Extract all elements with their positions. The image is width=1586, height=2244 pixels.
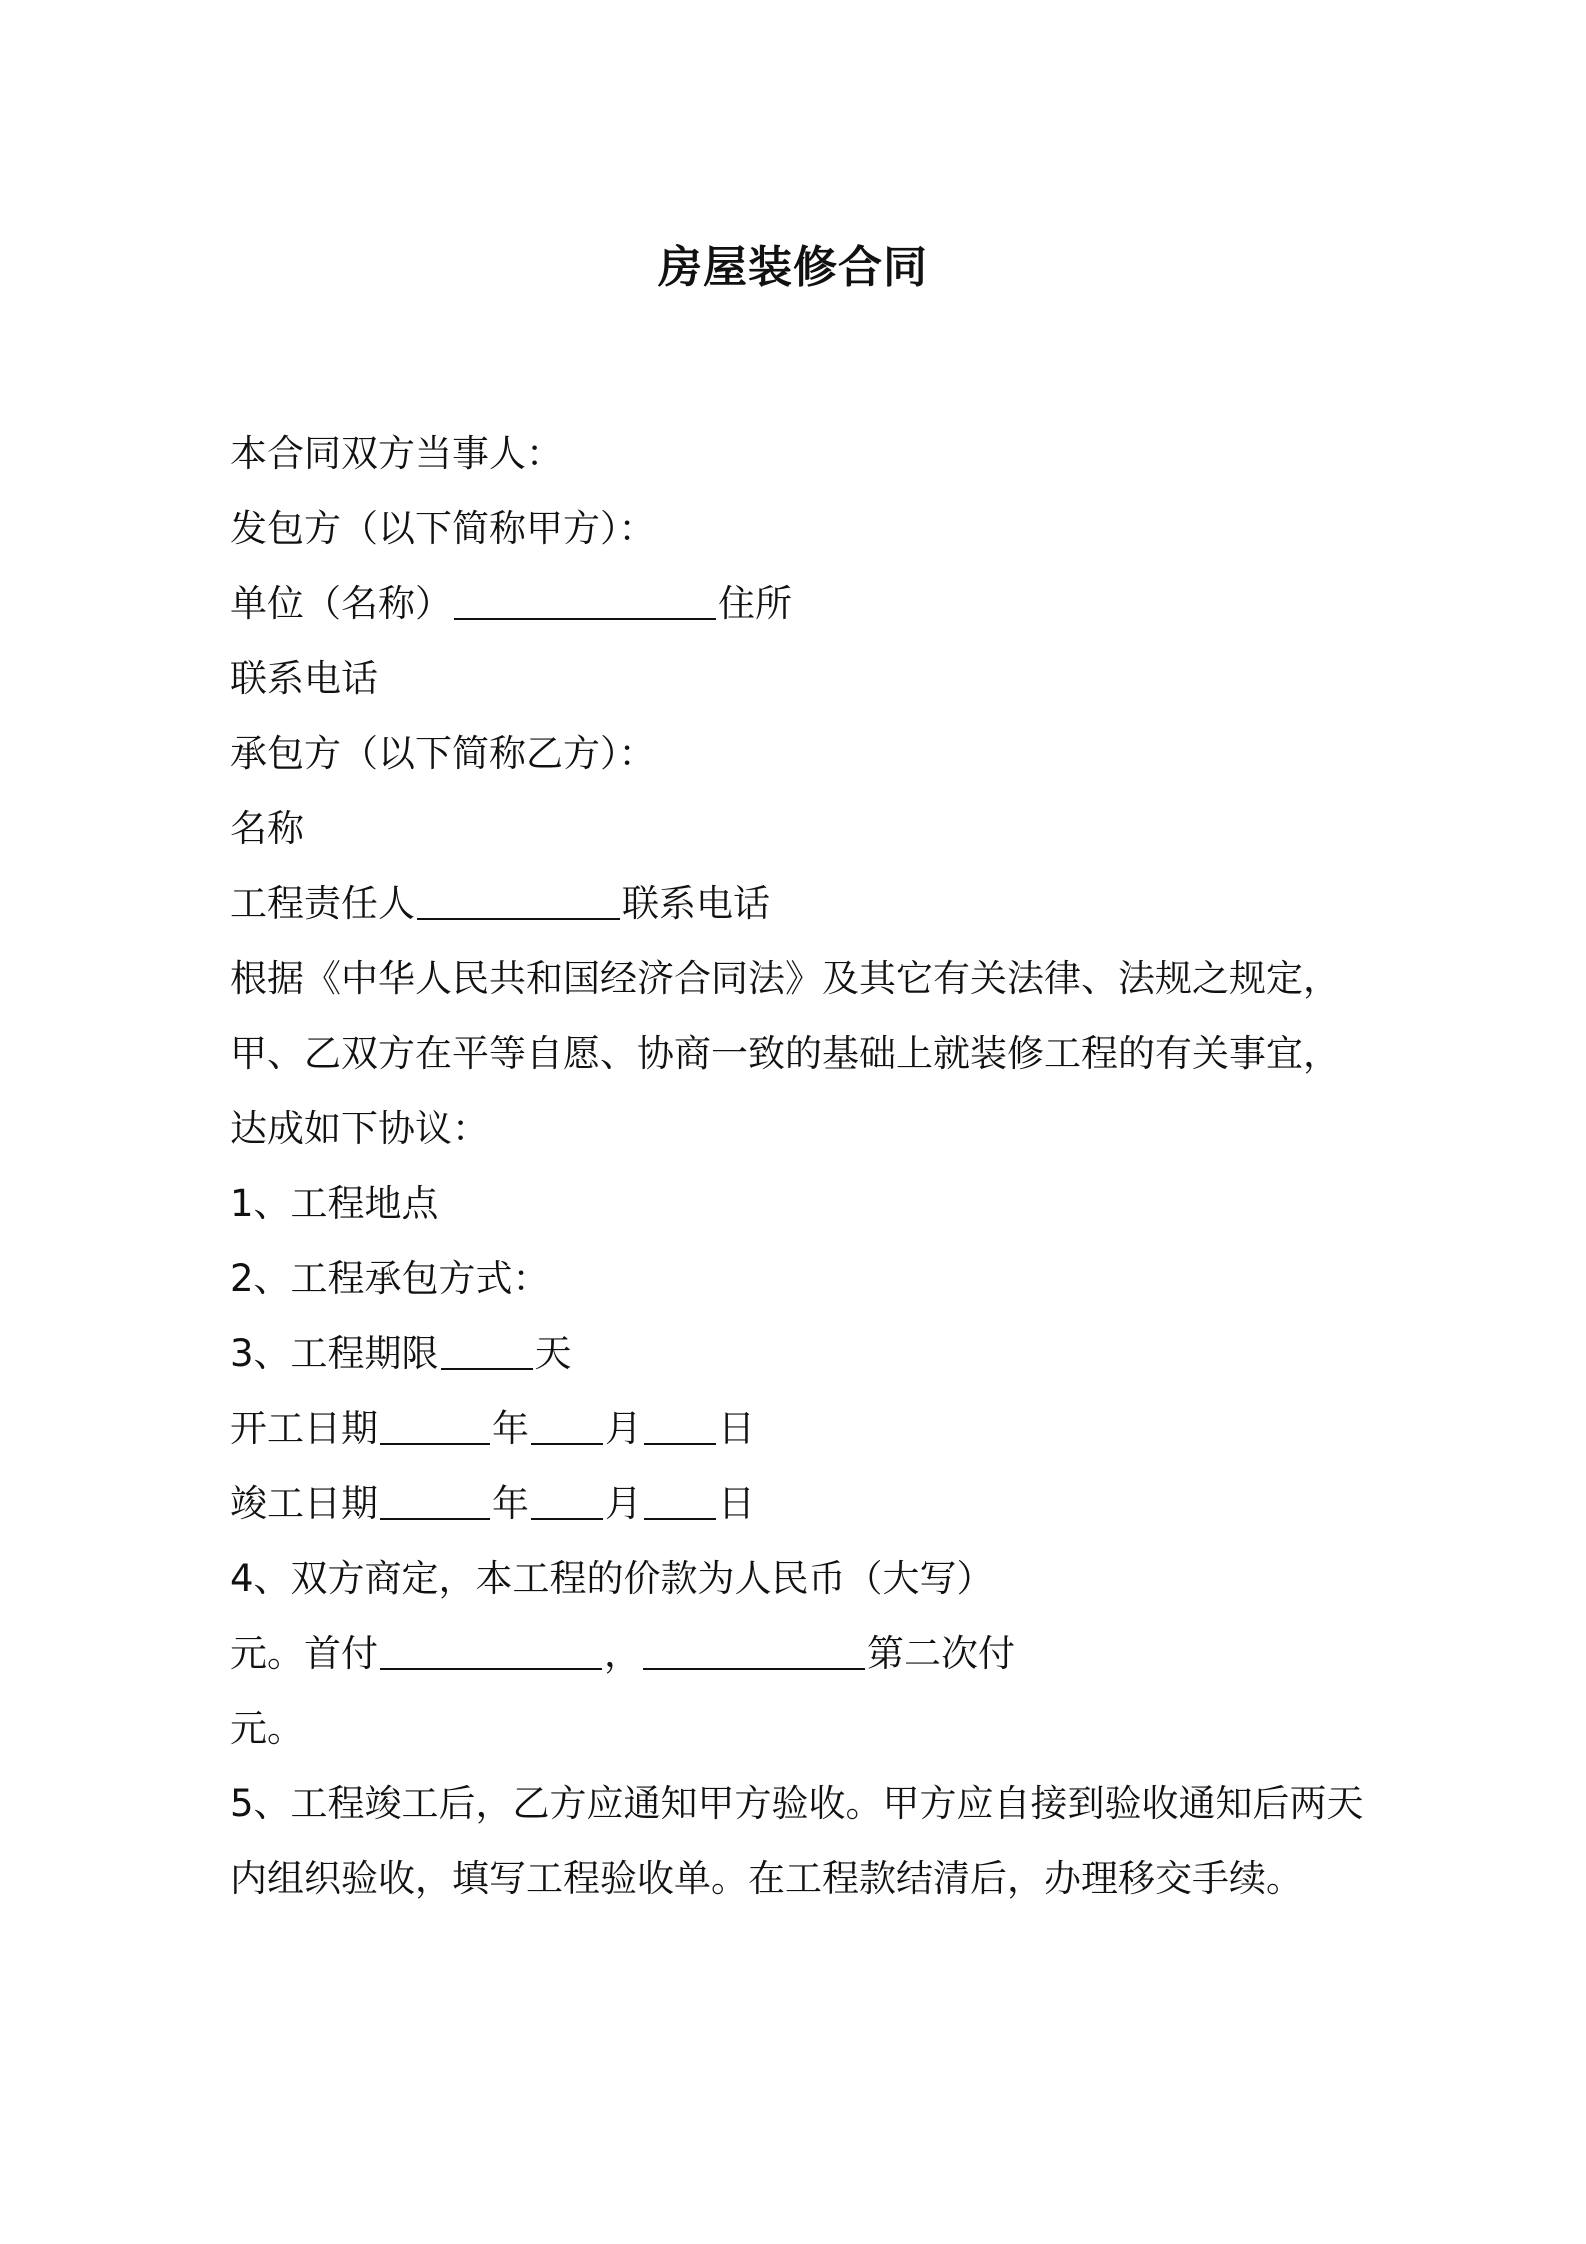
first-payment-blank[interactable] — [380, 1628, 602, 1670]
end-year-blank[interactable] — [380, 1478, 490, 1520]
preamble-text-3: 达成如下协议： — [230, 1107, 489, 1150]
payment-line — [230, 1626, 1400, 1701]
clause-4-text: 4、双方商定，本工程的价款为人民币（大写） — [230, 1557, 994, 1600]
responsible-person-label: 工程责任人 — [230, 882, 415, 925]
preamble-line-1 — [230, 951, 1400, 1026]
payment-comma: ， — [604, 1632, 641, 1675]
start-day-unit: 日 — [718, 1407, 755, 1450]
clause-2-text: 2、工程承包方式： — [230, 1257, 550, 1300]
party-b-name-label: 名称 — [230, 807, 304, 850]
party-b-name-line — [230, 801, 1400, 876]
first-payment-label: 元。首付 — [230, 1632, 378, 1675]
payment-blank-2[interactable] — [643, 1628, 865, 1670]
start-month-unit: 月 — [605, 1407, 642, 1450]
start-date-line — [230, 1401, 1400, 1476]
preamble-line-3 — [230, 1101, 1400, 1176]
responsible-person-blank[interactable] — [417, 878, 620, 920]
parties-heading-text: 本合同双方当事人： — [230, 432, 563, 475]
second-payment-label: 第二次付 — [867, 1632, 1015, 1675]
start-year-unit: 年 — [492, 1407, 529, 1450]
clause-5-text-1: 5、工程竣工后，乙方应通知甲方验收。甲方应自接到验收通知后两天 — [230, 1782, 1364, 1825]
party-a-unit-line — [230, 576, 1400, 651]
end-day-blank[interactable] — [644, 1478, 716, 1520]
party-a-phone-line — [230, 651, 1400, 726]
preamble-line-2 — [230, 1026, 1400, 1101]
party-a-heading-text: 发包方（以下简称甲方）： — [230, 507, 656, 550]
days-unit: 天 — [534, 1332, 572, 1375]
preamble-text-2: 甲、乙双方在平等自愿、协商一致的基础上就装修工程的有关事宜， — [230, 1032, 1340, 1075]
clause-5-line-2 — [230, 1851, 1400, 1926]
party-b-phone-label: 联系电话 — [622, 882, 770, 925]
clause-4-price — [230, 1551, 1400, 1626]
start-day-blank[interactable] — [644, 1403, 716, 1445]
clause-3-duration — [230, 1326, 1400, 1401]
unit-name-blank[interactable] — [454, 578, 716, 620]
party-a-heading — [230, 501, 1400, 576]
clause-2-method — [230, 1251, 1400, 1326]
address-label: 住所 — [718, 582, 792, 625]
clause-1-text: 1、工程地点 — [230, 1182, 439, 1225]
end-year-unit: 年 — [492, 1482, 529, 1525]
unit-name-label: 单位（名称） — [230, 582, 452, 625]
document-title: 房屋装修合同 — [658, 242, 928, 293]
end-date-line — [230, 1476, 1400, 1551]
duration-label: 3、工程期限 — [230, 1332, 439, 1375]
party-a-phone-label: 联系电话 — [230, 657, 378, 700]
payment-unit-text: 元。 — [230, 1707, 304, 1750]
party-b-responsible-line — [230, 876, 1400, 951]
clause-1-location — [230, 1176, 1400, 1251]
payment-unit-line — [230, 1701, 1400, 1776]
preamble-text-1: 根据《中华人民共和国经济合同法》及其它有关法律、法规之规定， — [230, 957, 1340, 1000]
start-year-blank[interactable] — [380, 1403, 490, 1445]
end-month-unit: 月 — [605, 1482, 642, 1525]
clause-5-text-2: 内组织验收，填写工程验收单。在工程款结清后，办理移交手续。 — [230, 1857, 1303, 1900]
party-b-heading-text: 承包方（以下简称乙方）： — [230, 732, 656, 775]
end-day-unit: 日 — [718, 1482, 755, 1525]
contract-body — [230, 426, 1400, 1926]
duration-days-blank[interactable] — [441, 1328, 533, 1370]
clause-5-line-1 — [230, 1776, 1400, 1851]
parties-heading — [230, 426, 1400, 501]
end-month-blank[interactable] — [531, 1478, 603, 1520]
start-month-blank[interactable] — [531, 1403, 603, 1445]
start-date-label: 开工日期 — [230, 1407, 378, 1450]
end-date-label: 竣工日期 — [230, 1482, 378, 1525]
party-b-heading — [230, 726, 1400, 801]
